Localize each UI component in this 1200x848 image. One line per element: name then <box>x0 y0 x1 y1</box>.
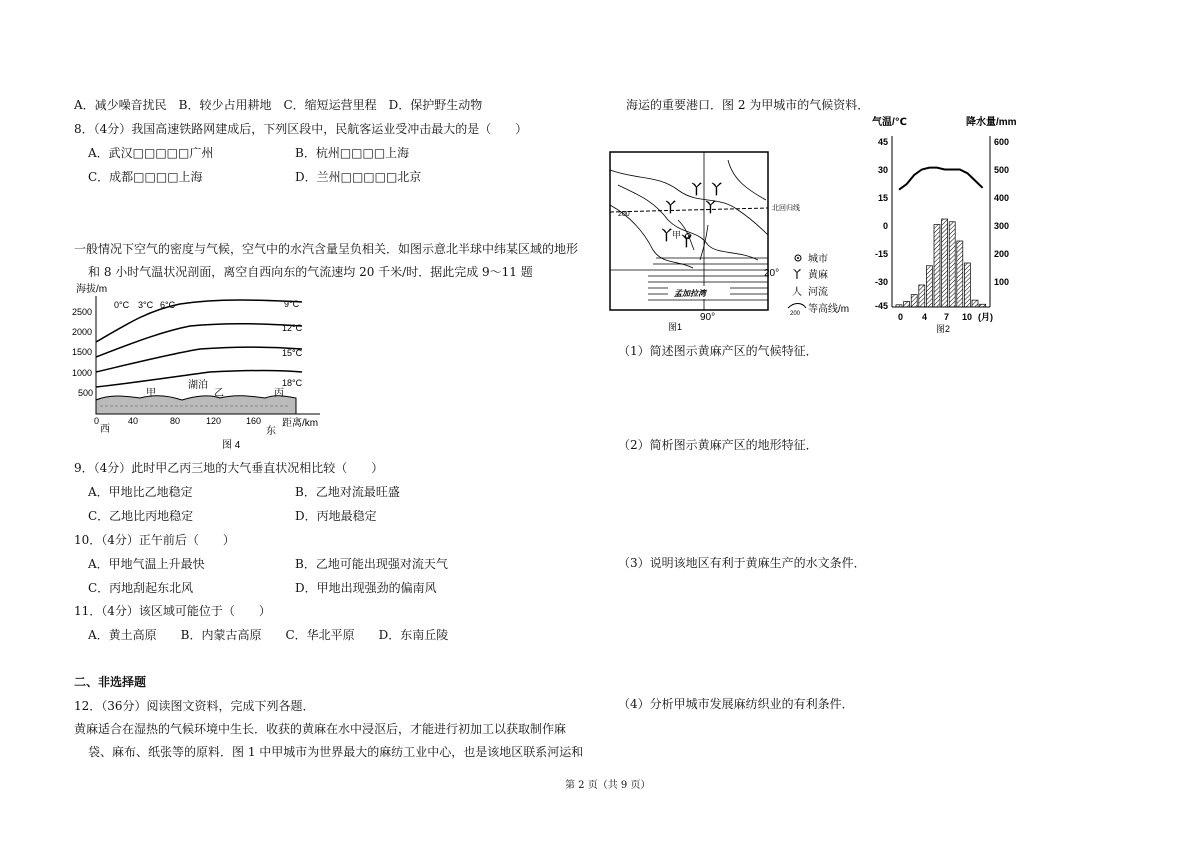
q12-sub-1: （1）简述图示黄麻产区的气候特征． <box>618 344 818 358</box>
figure-2-climate-chart <box>868 112 1038 338</box>
fig4-x-tick: 0 <box>94 416 100 426</box>
fig2-left-tick: -15 <box>874 249 888 259</box>
fig1-legend-contour: 等高线/m <box>808 304 850 315</box>
q12-sub-3: （3）说明该地区有利于黄麻生产的水文条件． <box>618 556 866 570</box>
fig2-right-tick: 100 <box>994 277 1010 287</box>
fig2-month-tick: 7 <box>944 312 950 322</box>
fig2-temperature-line <box>899 168 983 190</box>
q12-text-line-2: 袋、麻布、纸张等的原料．图 1 中甲城市为世界最大的麻纺工业中心，也是该地区联系河运和 <box>88 745 584 759</box>
q8-option-c: C．成都□□□□上海 <box>88 170 203 184</box>
svg-text:丫: 丫 <box>660 228 674 243</box>
fig4-caption: 图 4 <box>222 440 241 451</box>
svg-text:丫: 丫 <box>664 200 678 215</box>
q11-options: A．黄土高原 B．内蒙古高原 C．华北平原 D．东南丘陵 <box>88 628 449 642</box>
svg-text:丫: 丫 <box>792 270 802 281</box>
q9-stem: 9．（4分）此时甲乙丙三地的大气垂直状况相比较（ ） <box>74 461 384 475</box>
fig2-left-tick: 15 <box>877 193 888 203</box>
page-footer: 第 2 页（共 9 页） <box>565 780 651 791</box>
fig4-x-tick: 80 <box>170 416 181 426</box>
fig2-precipitation-bar <box>964 263 970 307</box>
fig2-right-tick: 200 <box>994 249 1010 259</box>
fig2-left-tick: -45 <box>874 301 888 311</box>
fig1-tropic-label: 北回归线 <box>772 205 800 212</box>
fig4-x-tick: 160 <box>246 416 262 426</box>
q10-option-c: C．丙地刮起东北风 <box>88 581 194 595</box>
fig1-legend-contour-value: 200 <box>790 311 801 317</box>
q8-option-b: B．杭州□□□□上海 <box>295 146 410 160</box>
fig4-x-tick: 40 <box>128 416 139 426</box>
fig2-precipitation-bar <box>896 305 902 307</box>
fig4-isotherm-label: 9°C <box>284 299 300 309</box>
q9-option-b: B．乙地对流最旺盛 <box>295 485 400 499</box>
fig2-precipitation-bar <box>942 219 948 307</box>
q8-stem: 8．（4分）我国高速铁路网建成后，下列区段中，民航客运业受冲击最大的是（ ） <box>74 122 528 136</box>
fig2-month-tick: 10 <box>962 312 973 322</box>
svg-text:丫: 丫 <box>690 182 704 197</box>
fig2-caption: 图2 <box>936 324 951 334</box>
q12-text-line-1: 黄麻适合在湿热的气候环境中生长．收获的黄麻在水中浸沤后，才能进行初加工以获取制作麻 <box>74 722 567 736</box>
fig2-left-tick: 0 <box>882 221 888 231</box>
fig4-west-label: 西 <box>100 424 110 435</box>
svg-text:丫: 丫 <box>704 200 718 215</box>
fig2-precipitation-bar <box>911 295 917 307</box>
fig2-precipitation-bar <box>904 302 910 308</box>
fig1-lat-label: 20° <box>764 268 780 279</box>
fig4-place-bing: 丙 <box>274 388 284 399</box>
fig2-precipitation-bar <box>934 225 940 308</box>
fig4-y-tick: 1500 <box>72 347 93 357</box>
fig1-caption: 图1 <box>668 322 683 332</box>
fig4-isotherm-label: 6°C <box>160 300 176 310</box>
svg-text:丫: 丫 <box>680 234 694 249</box>
q10-option-b: B．乙地可能出现强对流天气 <box>295 557 448 571</box>
fig2-left-tick: 45 <box>877 137 888 147</box>
fig4-x-tick: 120 <box>206 416 222 426</box>
q12-text-line-3: 海运的重要港口．图 2 为甲城市的气候资料． <box>626 98 870 112</box>
fig4-isotherm-label: 3°C <box>138 300 154 310</box>
fig2-left-tick: -30 <box>874 277 888 287</box>
svg-text:人: 人 <box>792 287 802 298</box>
q12-sub-2: （2）简析图示黄麻产区的地形特征． <box>618 438 818 452</box>
fig1-legend-city: 城市 <box>808 254 828 265</box>
fig4-isotherm-label: 15°C <box>282 348 303 358</box>
fig2-precipitation-bar <box>972 300 978 307</box>
svg-text:丫: 丫 <box>710 182 724 197</box>
fig4-isotherm-label: 0°C <box>114 300 130 310</box>
figure-1-map <box>608 150 858 334</box>
fig4-y-axis-label: 海拔/m <box>76 284 108 295</box>
fig4-x-axis-label: 距离/km <box>282 418 319 429</box>
q10-stem: 10．（4分）正午前后（ ） <box>74 533 235 547</box>
fig2-month-tick: 0 <box>898 312 904 322</box>
fig2-precipitation-bar <box>949 222 955 307</box>
fig2-right-tick: 500 <box>994 165 1010 175</box>
fig2-right-tick: 600 <box>994 137 1010 147</box>
fig2-precipitation-bar <box>926 266 932 307</box>
q10-option-d: D．甲地出现强劲的偏南风 <box>295 581 437 595</box>
q9-option-d: D．丙地最稳定 <box>295 509 377 523</box>
q11-stem: 11．（4分）该区域可能位于（ ） <box>74 604 271 618</box>
fig4-isotherm-label: 18°C <box>282 378 303 388</box>
fig1-lon-label: 90° <box>700 312 716 323</box>
q12-stem: 12．（36分）阅读图文资料，完成下列各题． <box>74 699 315 713</box>
fig2-precipitation-bar <box>957 241 963 307</box>
q7-options: A．减少噪音扰民 B．较少占用耕地 C．缩短运营里程 D．保护野生动物 <box>74 98 483 112</box>
fig4-east-label: 东 <box>266 426 276 437</box>
fig2-precipitation-bar <box>980 304 986 307</box>
fig2-precipitation-bar <box>919 285 925 307</box>
fig2-right-tick: 300 <box>994 221 1010 231</box>
fig1-legend-jute: 黄麻 <box>808 270 828 281</box>
fig2-month-unit: (月) <box>978 312 993 322</box>
q12-sub-4: （4）分析甲城市发展麻纺织业的有利条件． <box>618 697 854 711</box>
q8-option-d: D．兰州□□□□□北京 <box>295 170 422 184</box>
fig4-y-tick: 1000 <box>72 368 93 378</box>
section-2-title: 二、非选择题 <box>74 675 147 689</box>
fig4-place-lake: 湖泊 <box>188 380 208 391</box>
fig2-month-tick: 4 <box>922 312 928 322</box>
q10-option-a: A．甲地气温上升最快 <box>88 557 205 571</box>
intro-line-2: 和 8 小时气温状况剖面，离空自西向东的气流速均 20 千米/时．据此完成 9～11 题 <box>88 265 533 279</box>
fig2-left-axis-label: 气温/℃ <box>872 117 907 128</box>
fig4-place-jia: 甲 <box>146 388 156 399</box>
fig2-right-axis-label: 降水量/mm <box>966 117 1017 128</box>
fig4-isotherm-label: 12°C <box>282 323 303 333</box>
fig2-right-tick: 400 <box>994 193 1010 203</box>
fig4-y-tick: 2000 <box>72 327 93 337</box>
fig4-place-yi: 乙 <box>214 388 224 399</box>
fig4-y-tick: 2500 <box>72 307 93 317</box>
q9-option-c: C．乙地比丙地稳定 <box>88 509 194 523</box>
fig1-bay-label: 孟加拉湾 <box>674 289 706 298</box>
q9-option-a: A．甲地比乙地稳定 <box>88 485 193 499</box>
fig1-contour-label: 200 <box>618 211 630 218</box>
fig2-left-tick: 30 <box>877 165 888 175</box>
q8-option-a: A．武汉□□□□□广州 <box>88 146 214 160</box>
figure-4-profile <box>70 282 330 454</box>
intro-line-1: 一般情况下空气的密度与气候，空气中的水汽含量呈负相关．如图示意北半球中纬某区域的地形 <box>74 242 579 256</box>
fig4-y-tick: 500 <box>78 388 94 398</box>
fig1-city-label: 甲 <box>672 230 682 240</box>
fig1-legend-river: 河流 <box>808 287 828 298</box>
